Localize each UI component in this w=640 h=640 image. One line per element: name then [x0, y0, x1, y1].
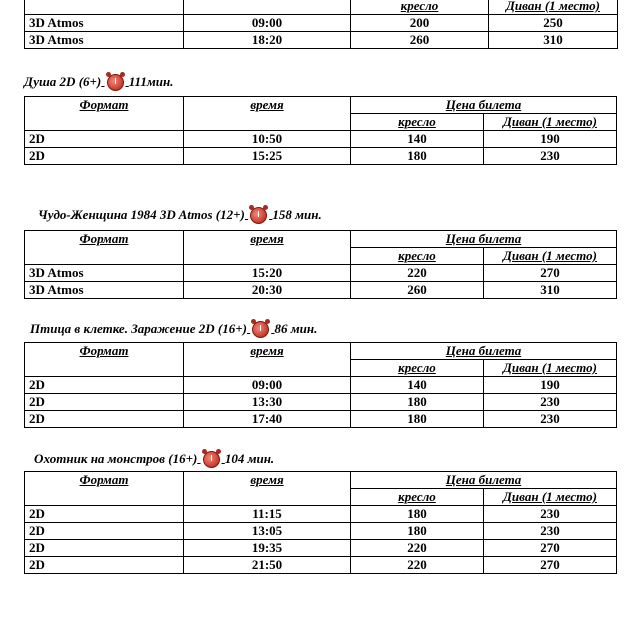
table-row — [25, 282, 617, 299]
header-sofa: Диван (1 место) — [484, 360, 617, 377]
format-cell: 3D Atmos — [25, 265, 184, 282]
time-cell: 13:05 — [184, 523, 351, 540]
seat-price-cell: 140 — [351, 131, 484, 148]
seat-price-cell: 220 — [351, 557, 484, 574]
header-seat: кресло — [351, 489, 484, 506]
seat-price-cell: 140 — [351, 377, 484, 394]
header-seat: кресло — [351, 360, 484, 377]
header-time: время — [184, 97, 351, 131]
schedule-table — [24, 471, 617, 574]
sofa-price-cell: 270 — [484, 265, 617, 282]
format-cell: 2D — [25, 377, 184, 394]
sofa-price-cell: 250 — [489, 15, 618, 32]
schedule-table — [24, 96, 617, 165]
sofa-price-cell: 230 — [484, 411, 617, 428]
time-cell: 11:15 — [184, 506, 351, 523]
table-row — [25, 411, 617, 428]
header-time: время — [184, 231, 351, 265]
time-cell: 09:00 — [184, 15, 351, 32]
table-row — [25, 557, 617, 574]
time-cell: 19:35 — [184, 540, 351, 557]
table-row — [25, 506, 617, 523]
movie-title: Чудо-Женщина 1984 3D Atmos (12+) 158 мин. — [38, 207, 322, 223]
format-cell: 2D — [25, 131, 184, 148]
seat-price-cell: 180 — [351, 506, 484, 523]
table-row — [25, 148, 617, 165]
sofa-price-cell: 190 — [484, 377, 617, 394]
alarm-clock-icon — [203, 451, 220, 468]
header-cell-blank — [184, 0, 351, 15]
time-cell: 15:20 — [184, 265, 351, 282]
header-time: время — [184, 343, 351, 377]
format-cell: 3D Atmos — [25, 15, 184, 32]
format-cell: 2D — [25, 506, 184, 523]
table-row — [25, 32, 618, 49]
seat-price-cell: 220 — [351, 265, 484, 282]
time-cell: 17:40 — [184, 411, 351, 428]
schedule-table — [24, 342, 617, 428]
sofa-price-cell: 310 — [489, 32, 618, 49]
format-cell: 2D — [25, 394, 184, 411]
header-price: Цена билета — [351, 97, 617, 114]
alarm-clock-icon — [252, 321, 269, 338]
header-seat: кресло — [351, 0, 489, 15]
seat-price-cell: 220 — [351, 540, 484, 557]
schedule-table — [24, 230, 617, 299]
format-cell: 2D — [25, 148, 184, 165]
header-format: Формат — [25, 343, 184, 377]
format-cell: 3D Atmos — [25, 282, 184, 299]
seat-price-cell: 180 — [351, 411, 484, 428]
header-format: Формат — [25, 472, 184, 506]
time-cell: 15:25 — [184, 148, 351, 165]
table-row — [25, 131, 617, 148]
header-sofa: Диван (1 место) — [484, 248, 617, 265]
time-cell: 18:20 — [184, 32, 351, 49]
header-cell-blank — [25, 0, 184, 15]
sofa-price-cell: 270 — [484, 557, 617, 574]
seat-price-cell: 200 — [351, 15, 489, 32]
time-cell: 09:00 — [184, 377, 351, 394]
sofa-price-cell: 230 — [484, 394, 617, 411]
table-row — [25, 540, 617, 557]
table-row — [25, 377, 617, 394]
movie-title: Душа 2D (6+) 111мин. — [24, 74, 174, 90]
header-format: Формат — [25, 231, 184, 265]
table-row — [25, 265, 617, 282]
sofa-price-cell: 230 — [484, 148, 617, 165]
format-cell: 2D — [25, 557, 184, 574]
format-cell: 2D — [25, 540, 184, 557]
table-row — [25, 523, 617, 540]
time-cell: 13:30 — [184, 394, 351, 411]
header-seat: кресло — [351, 114, 484, 131]
format-cell: 2D — [25, 523, 184, 540]
header-sofa: Диван (1 место) — [484, 489, 617, 506]
sofa-price-cell: 230 — [484, 506, 617, 523]
movie-title: Охотник на монстров (16+) 104 мин. — [34, 451, 275, 467]
table-row — [25, 15, 618, 32]
seat-price-cell: 260 — [351, 282, 484, 299]
seat-price-cell: 260 — [351, 32, 489, 49]
seat-price-cell: 180 — [351, 148, 484, 165]
time-cell: 21:50 — [184, 557, 351, 574]
header-price: Цена билета — [351, 231, 617, 248]
time-cell: 10:50 — [184, 131, 351, 148]
seat-price-cell: 180 — [351, 523, 484, 540]
alarm-clock-icon — [107, 74, 124, 91]
seat-price-cell: 180 — [351, 394, 484, 411]
header-price: Цена билета — [351, 343, 617, 360]
format-cell: 3D Atmos — [25, 32, 184, 49]
header-price: Цена билета — [351, 472, 617, 489]
sofa-price-cell: 190 — [484, 131, 617, 148]
movie-title: Птица в клетке. Заражение 2D (16+) 86 мин. — [30, 321, 318, 337]
header-seat: кресло — [351, 248, 484, 265]
sofa-price-cell: 270 — [484, 540, 617, 557]
header-sofa: Диван (1 место) — [489, 0, 618, 15]
table-row — [25, 394, 617, 411]
header-sofa: Диван (1 место) — [484, 114, 617, 131]
header-time: время — [184, 472, 351, 506]
sofa-price-cell: 230 — [484, 523, 617, 540]
time-cell: 20:30 — [184, 282, 351, 299]
alarm-clock-icon — [250, 207, 267, 224]
header-format: Формат — [25, 97, 184, 131]
sofa-price-cell: 310 — [484, 282, 617, 299]
format-cell: 2D — [25, 411, 184, 428]
schedule-table-top — [24, 0, 617, 49]
